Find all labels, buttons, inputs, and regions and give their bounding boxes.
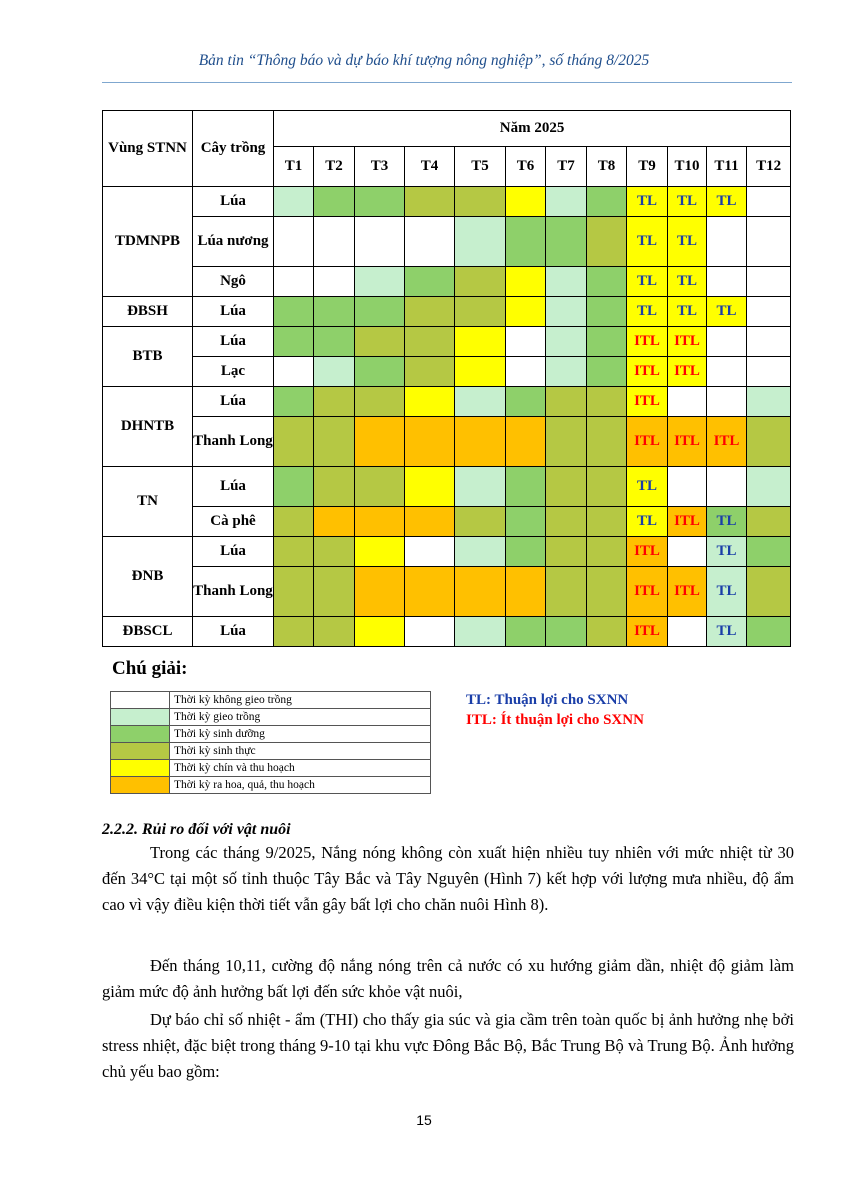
paragraph: Trong các tháng 9/2025, Nắng nóng không còn xuất hiện nhiều tuy nhiên với mức nhiệt từ 30 đến 34°C tại một số tỉnh thuộc Tây Bắc và Tây Nguyên (Hình 7) kết hợp với lượng mưa nhiều, độ ẩm cao vì vậy điều kiện thời tiết vẫn gây bất lợi cho chăn nuôi Hình 8). — [102, 843, 794, 914]
stage-cell — [314, 537, 355, 567]
table-row — [103, 357, 791, 387]
stage-cell — [506, 217, 546, 267]
stage-cell — [355, 217, 405, 267]
legend-row — [111, 709, 431, 726]
stage-cell — [405, 617, 455, 647]
stage-cell — [506, 297, 546, 327]
stage-cell: TL — [707, 567, 747, 617]
stage-cell — [405, 297, 455, 327]
stage-cell — [355, 187, 405, 217]
stage-cell — [355, 467, 405, 507]
stage-cell — [668, 537, 707, 567]
stage-cell: ITL — [627, 417, 668, 467]
stage-cell — [747, 537, 791, 567]
stage-cell — [455, 417, 506, 467]
stage-cell — [314, 467, 355, 507]
stage-cell — [587, 617, 627, 647]
crop-cell: Lúa — [193, 187, 274, 217]
stage-cell — [668, 617, 707, 647]
stage-cell — [455, 327, 506, 357]
legend-itl: ITL: Ít thuận lợi cho SXNN — [466, 712, 644, 728]
region-cell: BTB — [103, 327, 193, 387]
stage-cell — [747, 617, 791, 647]
stage-cell: ITL — [668, 507, 707, 537]
stage-cell — [747, 507, 791, 537]
stage-cell: ITL — [668, 417, 707, 467]
region-cell: TN — [103, 467, 193, 537]
stage-cell: ITL — [668, 567, 707, 617]
stage-cell — [355, 387, 405, 417]
stage-cell — [747, 467, 791, 507]
stage-cell — [455, 617, 506, 647]
stage-cell — [455, 357, 506, 387]
stage-cell — [455, 267, 506, 297]
table-row — [103, 267, 791, 297]
stage-cell — [274, 217, 314, 267]
bulletin-header: Bản tin “Thông báo và dự báo khí tượng nông nghiệp”, số tháng 8/2025 — [198, 52, 650, 69]
stage-cell — [587, 467, 627, 507]
stage-cell — [405, 467, 455, 507]
stage-cell — [587, 507, 627, 537]
stage-cell — [506, 537, 546, 567]
legend-title: Chú giải: — [112, 658, 188, 679]
month-header: T8 — [587, 147, 627, 187]
month-header: T11 — [707, 147, 747, 187]
stage-cell — [668, 467, 707, 507]
region-cell: ĐBSCL — [103, 617, 193, 647]
stage-cell — [455, 467, 506, 507]
stage-cell — [587, 567, 627, 617]
legend-swatch — [111, 709, 170, 726]
stage-cell — [455, 537, 506, 567]
stage-cell — [506, 617, 546, 647]
month-header: T5 — [455, 147, 506, 187]
stage-cell: ITL — [668, 357, 707, 387]
table-row — [103, 327, 791, 357]
legend-row — [111, 726, 431, 743]
legend-swatch — [111, 760, 170, 777]
stage-cell: TL — [627, 217, 668, 267]
stage-cell — [707, 327, 747, 357]
stage-cell — [355, 327, 405, 357]
legend-label: Thời kỳ ra hoa, quả, thu hoạch — [170, 777, 431, 794]
stage-cell — [405, 507, 455, 537]
crop-cell: Lúa — [193, 537, 274, 567]
stage-cell — [405, 387, 455, 417]
stage-cell — [747, 357, 791, 387]
stage-cell — [355, 507, 405, 537]
stage-cell: ITL — [627, 567, 668, 617]
month-header: T4 — [405, 147, 455, 187]
stage-cell — [405, 417, 455, 467]
table-row — [103, 217, 791, 267]
stage-cell — [747, 417, 791, 467]
legend-swatch — [111, 692, 170, 709]
stage-cell — [587, 387, 627, 417]
stage-cell — [314, 357, 355, 387]
stage-cell — [546, 297, 587, 327]
month-header: T1 — [274, 147, 314, 187]
year-header: Năm 2025 — [274, 111, 791, 147]
month-header: T12 — [747, 147, 791, 187]
legend-row — [111, 760, 431, 777]
stage-cell — [506, 417, 546, 467]
crop-cell: Thanh Long — [193, 567, 274, 617]
month-header: T6 — [506, 147, 546, 187]
stage-cell — [355, 297, 405, 327]
stage-cell — [506, 467, 546, 507]
region-cell: DHNTB — [103, 387, 193, 467]
stage-cell — [455, 187, 506, 217]
legend-label: Thời kỳ sinh dưỡng — [170, 726, 431, 743]
stage-cell — [455, 567, 506, 617]
stage-cell — [707, 387, 747, 417]
stage-cell — [587, 357, 627, 387]
stage-cell — [707, 467, 747, 507]
stage-cell — [587, 327, 627, 357]
stage-cell — [405, 187, 455, 217]
legend-label: Thời kỳ gieo trồng — [170, 709, 431, 726]
stage-cell — [455, 507, 506, 537]
stage-cell — [707, 217, 747, 267]
stage-cell — [506, 187, 546, 217]
stage-cell — [587, 217, 627, 267]
stage-cell — [747, 387, 791, 417]
stage-cell — [747, 187, 791, 217]
stage-cell — [314, 507, 355, 537]
stage-cell: ITL — [668, 327, 707, 357]
stage-cell — [747, 567, 791, 617]
stage-cell: ITL — [707, 417, 747, 467]
stage-cell — [587, 187, 627, 217]
table-row — [103, 567, 791, 617]
crop-cell: Lúa — [193, 617, 274, 647]
legend-tl: TL: Thuận lợi cho SXNN — [466, 692, 629, 708]
stage-cell — [405, 217, 455, 267]
month-header: T7 — [546, 147, 587, 187]
legend-table — [110, 691, 431, 794]
stage-cell: ITL — [627, 327, 668, 357]
stage-cell — [405, 357, 455, 387]
stage-cell — [405, 267, 455, 297]
stage-cell: TL — [627, 297, 668, 327]
stage-cell — [546, 387, 587, 417]
paragraph: Dự báo chỉ số nhiệt - ẩm (THI) cho thấy gia súc và gia cầm trên toàn quốc bị ảnh hưởng nhẹ bởi stress nhiệt, đặc biệt trong tháng 9-10 tại khu vực Đông Bắc Bộ, Bắc Trung Bộ và Trung Bộ. Ảnh hưởng chủ yếu bao gồm: — [102, 1010, 794, 1081]
crop-cell: Lúa — [193, 327, 274, 357]
stage-cell — [506, 567, 546, 617]
stage-cell — [546, 217, 587, 267]
region-column-header: Vùng STNN — [103, 111, 193, 187]
stage-cell — [274, 387, 314, 417]
legend-label: Thời kỳ chín và thu hoạch — [170, 760, 431, 777]
stage-cell — [546, 417, 587, 467]
stage-cell — [707, 357, 747, 387]
table-row — [103, 187, 791, 217]
stage-cell: ITL — [627, 357, 668, 387]
stage-cell — [587, 537, 627, 567]
stage-cell — [314, 417, 355, 467]
region-cell: TDMNPB — [103, 187, 193, 297]
stage-cell — [274, 507, 314, 537]
month-header: T3 — [355, 147, 405, 187]
legend-row — [111, 692, 431, 709]
table-row — [103, 417, 791, 467]
stage-cell — [355, 617, 405, 647]
stage-cell: TL — [668, 187, 707, 217]
stage-cell — [747, 217, 791, 267]
stage-cell — [274, 327, 314, 357]
legend-label: Thời kỳ không gieo trồng — [170, 692, 431, 709]
stage-cell — [274, 267, 314, 297]
stage-cell — [314, 267, 355, 297]
stage-cell — [314, 387, 355, 417]
stage-cell — [506, 327, 546, 357]
table-row — [103, 387, 791, 417]
table-row — [103, 467, 791, 507]
stage-cell — [506, 267, 546, 297]
legend-swatch — [111, 726, 170, 743]
stage-cell: TL — [668, 267, 707, 297]
legend-swatch — [111, 777, 170, 794]
crop-column-header: Cây trồng — [193, 111, 274, 187]
page-number: 15 — [416, 1112, 432, 1128]
crop-calendar-table — [102, 110, 791, 647]
stage-cell: TL — [668, 297, 707, 327]
stage-cell — [455, 387, 506, 417]
stage-cell — [314, 187, 355, 217]
stage-cell — [587, 267, 627, 297]
legend-row — [111, 743, 431, 760]
table-row — [103, 297, 791, 327]
stage-cell — [355, 537, 405, 567]
stage-cell: ITL — [627, 537, 668, 567]
legend-label: Thời kỳ sinh thực — [170, 743, 431, 760]
stage-cell — [747, 297, 791, 327]
stage-cell — [546, 187, 587, 217]
crop-cell: Cà phê — [193, 507, 274, 537]
stage-cell: ITL — [627, 387, 668, 417]
stage-cell — [274, 567, 314, 617]
stage-cell — [546, 507, 587, 537]
stage-cell — [274, 537, 314, 567]
stage-cell — [274, 417, 314, 467]
stage-cell — [355, 417, 405, 467]
month-header: T10 — [668, 147, 707, 187]
stage-cell: TL — [707, 187, 747, 217]
stage-cell — [546, 467, 587, 507]
section-title: 2.2.2. Rủi ro đối với vật nuôi — [102, 821, 291, 838]
stage-cell — [274, 617, 314, 647]
crop-cell: Thanh Long — [193, 417, 274, 467]
stage-cell: TL — [668, 217, 707, 267]
crop-cell: Lúa — [193, 297, 274, 327]
stage-cell — [707, 267, 747, 297]
stage-cell — [314, 617, 355, 647]
stage-cell — [747, 327, 791, 357]
stage-cell — [274, 357, 314, 387]
stage-cell — [506, 387, 546, 417]
stage-cell — [274, 297, 314, 327]
stage-cell: TL — [627, 467, 668, 507]
stage-cell — [546, 357, 587, 387]
stage-cell — [355, 567, 405, 617]
stage-cell — [546, 567, 587, 617]
crop-cell: Lạc — [193, 357, 274, 387]
stage-cell — [747, 267, 791, 297]
stage-cell — [506, 507, 546, 537]
stage-cell — [314, 567, 355, 617]
stage-cell — [455, 297, 506, 327]
stage-cell — [546, 327, 587, 357]
crop-cell: Ngô — [193, 267, 274, 297]
stage-cell — [587, 297, 627, 327]
stage-cell — [546, 267, 587, 297]
stage-cell — [405, 327, 455, 357]
crop-cell: Lúa — [193, 387, 274, 417]
month-header: T9 — [627, 147, 668, 187]
stage-cell — [274, 467, 314, 507]
stage-cell — [587, 417, 627, 467]
stage-cell — [506, 357, 546, 387]
table-row — [103, 617, 791, 647]
stage-cell: ITL — [627, 617, 668, 647]
stage-cell — [314, 327, 355, 357]
stage-cell — [355, 357, 405, 387]
stage-cell — [355, 267, 405, 297]
stage-cell — [314, 217, 355, 267]
stage-cell: TL — [707, 537, 747, 567]
crop-cell: Lúa nương — [193, 217, 274, 267]
paragraph: Đến tháng 10,11, cường độ nắng nóng trên cả nước có xu hướng giảm dần, nhiệt độ giảm làm giảm mức độ ảnh hưởng bất lợi đến sức khỏe vật nuôi, — [102, 956, 794, 1001]
stage-cell — [668, 387, 707, 417]
stage-cell: TL — [707, 617, 747, 647]
month-header: T2 — [314, 147, 355, 187]
stage-cell — [274, 187, 314, 217]
stage-cell: TL — [627, 507, 668, 537]
stage-cell — [314, 297, 355, 327]
stage-cell: TL — [627, 187, 668, 217]
region-cell: ĐNB — [103, 537, 193, 617]
stage-cell — [546, 617, 587, 647]
stage-cell: TL — [627, 267, 668, 297]
stage-cell — [546, 537, 587, 567]
header-divider — [102, 82, 792, 83]
stage-cell: TL — [707, 507, 747, 537]
table-row — [103, 537, 791, 567]
stage-cell: TL — [707, 297, 747, 327]
crop-cell: Lúa — [193, 467, 274, 507]
stage-cell — [405, 537, 455, 567]
legend-row — [111, 777, 431, 794]
stage-cell — [455, 217, 506, 267]
region-cell: ĐBSH — [103, 297, 193, 327]
legend-swatch — [111, 743, 170, 760]
stage-cell — [405, 567, 455, 617]
table-row — [103, 507, 791, 537]
